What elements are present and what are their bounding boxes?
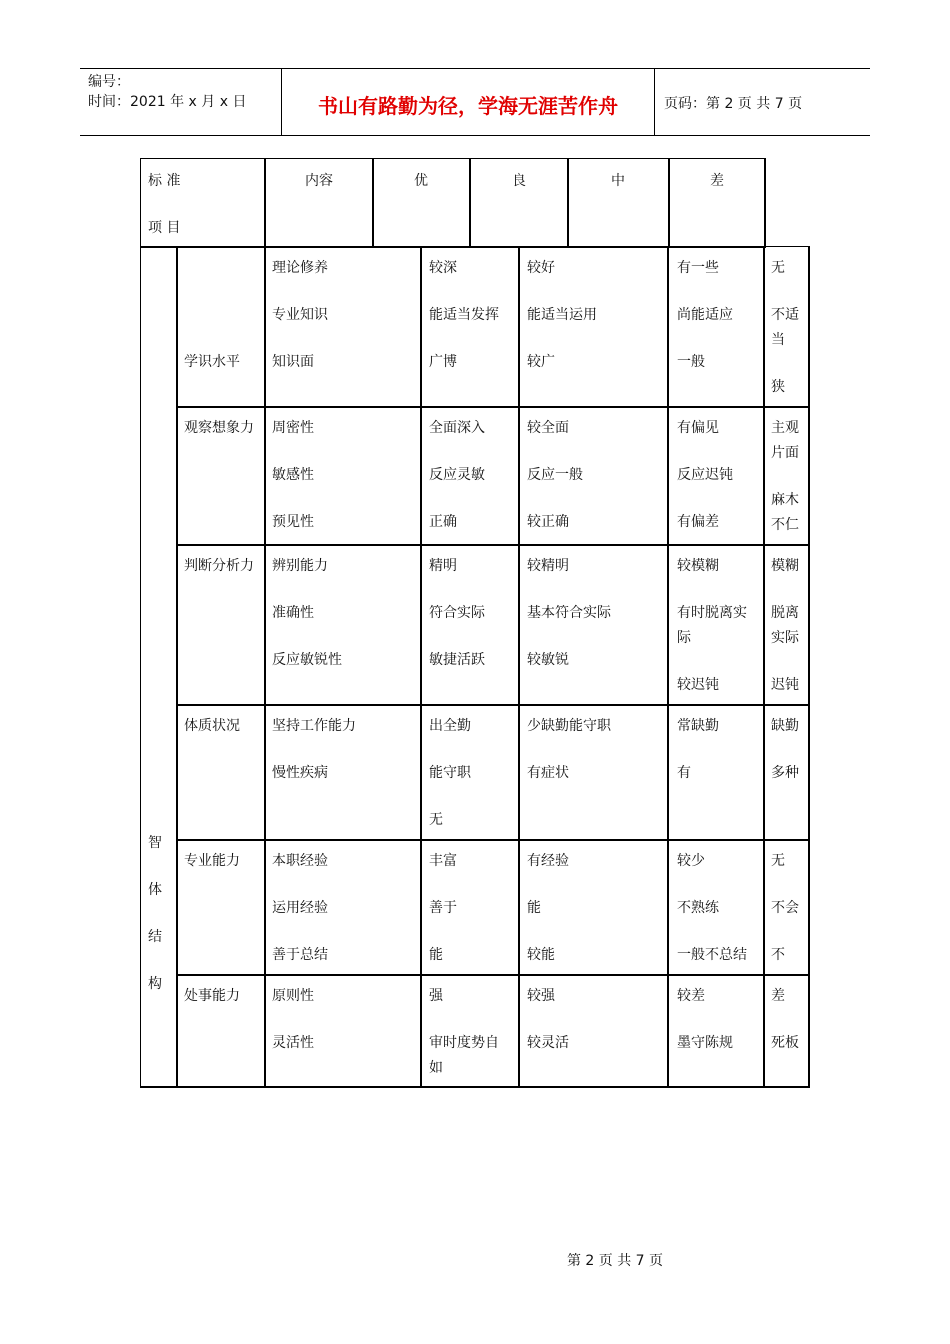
col-header-good: [469, 158, 569, 248]
cell-text: 原则性: [272, 988, 314, 1004]
cell-text: 灵活性: [272, 1035, 314, 1051]
cell-text: 无: [771, 260, 785, 276]
cell-text: 迟钝: [771, 677, 799, 693]
row-item-label: 处事能力: [184, 988, 240, 1004]
cell-text: 多种: [771, 765, 799, 781]
col-label-medium: 中: [611, 173, 625, 189]
col-header-medium: [567, 158, 670, 248]
cell-text: 精明: [429, 558, 457, 574]
cell-text: 脱离: [771, 605, 799, 621]
cell-text: 较模糊: [677, 558, 719, 574]
cell-text: 准确性: [272, 605, 314, 621]
cell-text: 坚持工作能力: [272, 718, 356, 734]
cell-text: 广博: [429, 354, 457, 370]
cell-text: 较能: [527, 947, 555, 963]
cell-text: 预见性: [272, 514, 314, 530]
cell-text: 较深: [429, 260, 457, 276]
cell-text: 辨别能力: [272, 558, 328, 574]
cell-text: 专业知识: [272, 307, 328, 323]
cell-text: 有偏差: [677, 514, 719, 530]
col-label-content: 内容: [305, 173, 333, 189]
cell-text: 全面深入: [429, 420, 485, 436]
number-label: 编号：: [88, 74, 130, 90]
cell-text: 能: [527, 900, 541, 916]
row-item-label: 学识水平: [184, 354, 240, 370]
cell-text: 丰富: [429, 853, 457, 869]
cell-text: 较广: [527, 354, 555, 370]
cell-text: 反应灵敏: [429, 467, 485, 483]
cell-text: 敏感性: [272, 467, 314, 483]
cell-text: 际: [677, 630, 691, 646]
cell-text: 理论修养: [272, 260, 328, 276]
row-item-label: 判断分析力: [184, 558, 254, 574]
cell-text: 能守职: [429, 765, 471, 781]
cell-text: 慢性疾病: [272, 765, 328, 781]
row-item-label: 体质状况: [184, 718, 240, 734]
cell-text: 能适当运用: [527, 307, 597, 323]
cell-text: 较差: [677, 988, 705, 1004]
cell-text: 死板: [771, 1035, 799, 1051]
page-info: 页码：第 2 页 共 7 页: [664, 96, 803, 112]
cell-text: 较迟钝: [677, 677, 719, 693]
cell-text: 尚能适应: [677, 307, 733, 323]
cell-text: 模糊: [771, 558, 799, 574]
cell-text: 较全面: [527, 420, 569, 436]
col-label-good: 良: [512, 173, 526, 189]
cell-text: 有时脱离实: [677, 605, 747, 621]
cell-text: 无: [771, 853, 785, 869]
cell-text: 不熟练: [677, 900, 719, 916]
cell-text: 不仁: [771, 517, 799, 533]
cell-text: 实际: [771, 630, 799, 646]
cell-text: 敏捷活跃: [429, 652, 485, 668]
cell-text: 有偏见: [677, 420, 719, 436]
cell-text: 墨守陈规: [677, 1035, 733, 1051]
cell-text: 反应迟钝: [677, 467, 733, 483]
header-meta: [88, 72, 246, 112]
cell-text: 不会: [771, 900, 799, 916]
col-label-excellent: 优: [414, 173, 428, 189]
cell-text: 较精明: [527, 558, 569, 574]
cell-text: 一般: [677, 354, 705, 370]
cell-text: 如: [429, 1060, 443, 1076]
cell-text: 符合实际: [429, 605, 485, 621]
corner-bottom-label: 项 目: [148, 220, 181, 236]
cell-text: 当: [771, 332, 785, 348]
cell-text: 较好: [527, 260, 555, 276]
cell-text: 较正确: [527, 514, 569, 530]
cell-text: 能: [429, 947, 443, 963]
cell-text: 较强: [527, 988, 555, 1004]
cell-text: 善于总结: [272, 947, 328, 963]
cell-text: 较灵活: [527, 1035, 569, 1051]
cell-text: 较敏锐: [527, 652, 569, 668]
cell-text: 片面: [771, 445, 799, 461]
cell-text: 无: [429, 812, 443, 828]
cell-text: 有经验: [527, 853, 569, 869]
header-divider: [654, 68, 655, 136]
cell-text: 反应一般: [527, 467, 583, 483]
cell-text: 差: [771, 988, 785, 1004]
motto: 书山有路勤为径，学海无涯苦作舟: [318, 94, 618, 118]
cell-text: 反应敏锐性: [272, 652, 342, 668]
cell-text: 运用经验: [272, 900, 328, 916]
header-top-rule: [80, 68, 870, 69]
cell-text: 有: [677, 765, 691, 781]
cell-text: 出全勤: [429, 718, 471, 734]
cell-text: 善于: [429, 900, 457, 916]
cell-text: 审时度势自: [429, 1035, 499, 1051]
group-label: 智 体 结 构: [148, 835, 162, 992]
cell-text: 主观: [771, 420, 799, 436]
cell-text: 有症状: [527, 765, 569, 781]
cell-text: 知识面: [272, 354, 314, 370]
col-header-excellent: [372, 158, 471, 248]
cell-text: 常缺勤: [677, 718, 719, 734]
cell-text: 基本符合实际: [527, 605, 611, 621]
table-cell-item: [176, 246, 266, 408]
cell-text: 正确: [429, 514, 457, 530]
corner-top-label: 标 准: [148, 173, 181, 189]
cell-text: 周密性: [272, 420, 314, 436]
col-header-content: [264, 158, 374, 248]
col-label-poor: 差: [710, 173, 724, 189]
cell-text: 有一些: [677, 260, 719, 276]
cell-text: 不适: [771, 307, 799, 323]
cell-text: 狭: [771, 379, 785, 395]
cell-text: 缺勤: [771, 718, 799, 734]
cell-text: 一般不总结: [677, 947, 747, 963]
row-item-label: 观察想象力: [184, 420, 254, 436]
page-footer: 第 2 页 共 7 页: [566, 1253, 664, 1269]
col-header-poor: [668, 158, 766, 248]
cell-text: 能适当发挥: [429, 307, 499, 323]
cell-text: 较少: [677, 853, 705, 869]
cell-text: 不: [771, 947, 785, 963]
cell-text: 强: [429, 988, 443, 1004]
row-item-label: 专业能力: [184, 853, 240, 869]
time-label: 时间：2021 年 x 月 x 日: [88, 94, 247, 110]
header-bottom-rule: [80, 135, 870, 136]
cell-text: 麻木: [771, 492, 799, 508]
cell-text: 本职经验: [272, 853, 328, 869]
cell-text: 少缺勤能守职: [527, 718, 611, 734]
